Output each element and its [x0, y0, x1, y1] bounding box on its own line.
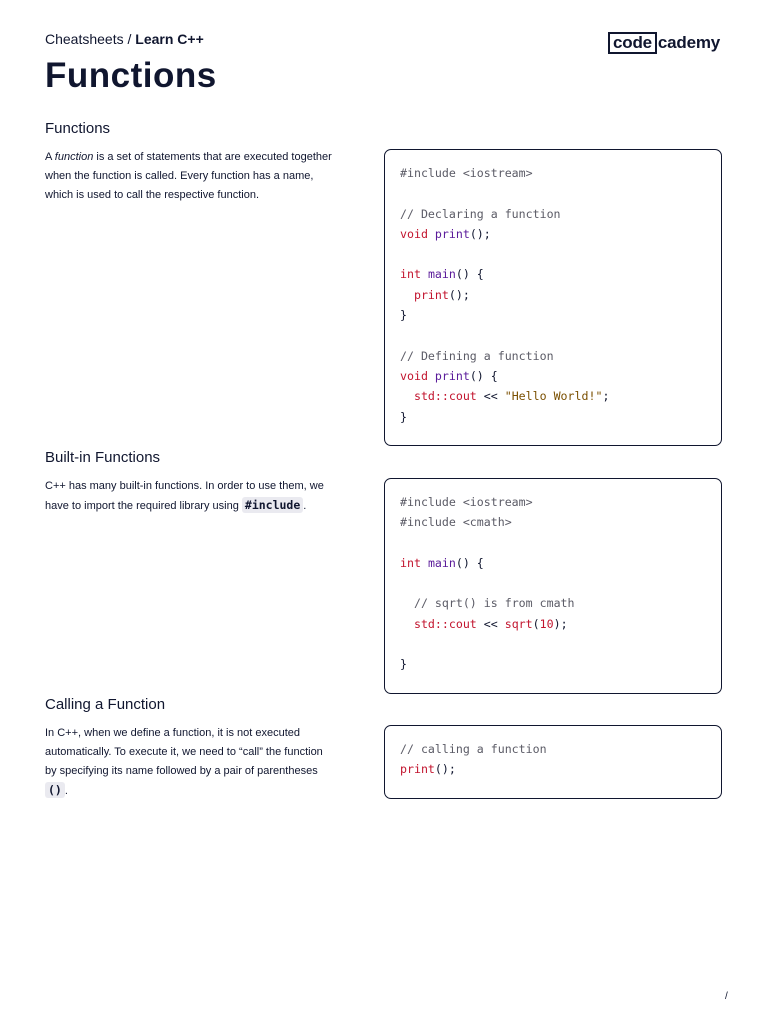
- desc-text: In C++, when we define a function, it is not executed automatically. To execute it, we need to “call” the function by specifying its name followed by a pair of parentheses: [45, 727, 323, 777]
- code-token: print: [413, 287, 449, 302]
- code-token: [400, 389, 414, 403]
- code-lines: [400, 739, 547, 780]
- code-line: [400, 573, 575, 593]
- section-title-calling-a-function: Calling a Function: [45, 696, 166, 713]
- code-block-functions: [384, 149, 722, 446]
- code-token: [428, 227, 435, 241]
- code-token: }: [400, 308, 407, 323]
- code-token: ();: [434, 762, 456, 777]
- code-token: #include <cmath>: [400, 515, 512, 530]
- code-line: [400, 593, 575, 613]
- code-token: [400, 617, 414, 631]
- code-line: [400, 285, 609, 305]
- desc-text: .: [64, 785, 68, 797]
- code-token: () {: [469, 368, 498, 383]
- code-token: void: [400, 368, 428, 383]
- code-token: // calling a function: [400, 742, 547, 756]
- section-title-functions: Functions: [45, 120, 111, 137]
- code-line: [400, 224, 609, 244]
- code-token: std::cout: [413, 616, 477, 631]
- code-token: );: [553, 616, 568, 631]
- code-token: void: [400, 226, 428, 241]
- code-line: [400, 163, 609, 183]
- section-description-functions: [45, 148, 335, 205]
- code-token: ;: [602, 389, 610, 404]
- code-lines: [400, 492, 575, 675]
- code-token: }: [400, 657, 407, 672]
- code-token: [421, 267, 428, 281]
- code-token: () {: [455, 267, 484, 282]
- logo-rest-text: cademy: [657, 33, 721, 52]
- code-token: sqrt: [504, 616, 533, 631]
- code-lines: [400, 163, 609, 427]
- code-token: [421, 556, 428, 570]
- code-token: print: [434, 226, 470, 241]
- code-line: [400, 264, 609, 284]
- code-token: "Hello World!": [504, 389, 603, 404]
- code-token: // Declaring a function: [400, 206, 561, 221]
- breadcrumb-parent[interactable]: Cheatsheets: [45, 31, 124, 47]
- inline-code-parentheses: (): [45, 782, 65, 798]
- code-line: [400, 183, 609, 203]
- code-token: int: [400, 555, 421, 570]
- code-block-calling-a-function: [384, 725, 722, 799]
- code-token: <<: [476, 616, 505, 631]
- desc-text: .: [303, 500, 307, 512]
- code-token: <<: [476, 389, 505, 404]
- code-token: (: [532, 616, 540, 631]
- code-line: [400, 386, 609, 406]
- page-number: /: [725, 991, 728, 1002]
- section-description-calling-a-function: [45, 724, 335, 801]
- code-token: main: [427, 555, 456, 570]
- code-line: [400, 533, 575, 553]
- code-line: [400, 492, 575, 512]
- code-line: [400, 366, 609, 386]
- code-line: [400, 759, 547, 779]
- code-token: std::cout: [413, 389, 477, 404]
- code-block-built-in-functions: [384, 478, 722, 694]
- code-token: #include <iostream>: [400, 495, 533, 509]
- breadcrumb-current[interactable]: Learn C++: [135, 31, 204, 47]
- code-token: main: [427, 267, 456, 282]
- code-token: ();: [448, 287, 470, 302]
- page-title: Functions: [45, 56, 217, 95]
- code-token: [428, 369, 435, 383]
- inline-code-include: #include: [242, 497, 303, 513]
- code-token: // sqrt() is from cmath: [413, 596, 575, 611]
- code-line: [400, 614, 575, 634]
- breadcrumb: [45, 30, 204, 48]
- codecademy-logo[interactable]: [608, 32, 720, 54]
- code-line: [400, 204, 609, 224]
- code-token: () {: [455, 555, 484, 570]
- code-line: [400, 346, 609, 366]
- code-line: [400, 654, 575, 674]
- desc-text: is a set of statements that are executed together when the function is called. Every function has a name, which is used to call the respective function.: [45, 151, 332, 201]
- breadcrumb-separator: /: [123, 31, 136, 47]
- desc-text: C++ has many built-in functions. In order to use them, we have to import the required library using: [45, 480, 324, 512]
- code-token: print: [434, 368, 470, 383]
- code-token: ();: [469, 226, 491, 241]
- desc-emphasis: function: [54, 151, 94, 163]
- code-line: [400, 553, 575, 573]
- code-token: // Defining a function: [400, 348, 554, 363]
- logo-boxed-text: code: [608, 32, 657, 54]
- section-title-built-in-functions: Built-in Functions: [45, 449, 161, 466]
- code-token: [400, 288, 414, 302]
- code-line: [400, 739, 547, 759]
- code-line: [400, 305, 609, 325]
- code-token: print: [400, 762, 435, 777]
- code-line: [400, 407, 609, 427]
- code-token: [400, 596, 414, 610]
- code-token: int: [400, 267, 421, 282]
- code-line: [400, 634, 575, 654]
- section-description-built-in-functions: [45, 477, 335, 516]
- code-line: [400, 512, 575, 532]
- code-token: #include <iostream>: [400, 166, 533, 180]
- code-line: [400, 244, 609, 264]
- code-token: 10: [539, 616, 554, 631]
- desc-text: A: [45, 151, 55, 163]
- code-line: [400, 325, 609, 345]
- code-token: }: [400, 409, 407, 424]
